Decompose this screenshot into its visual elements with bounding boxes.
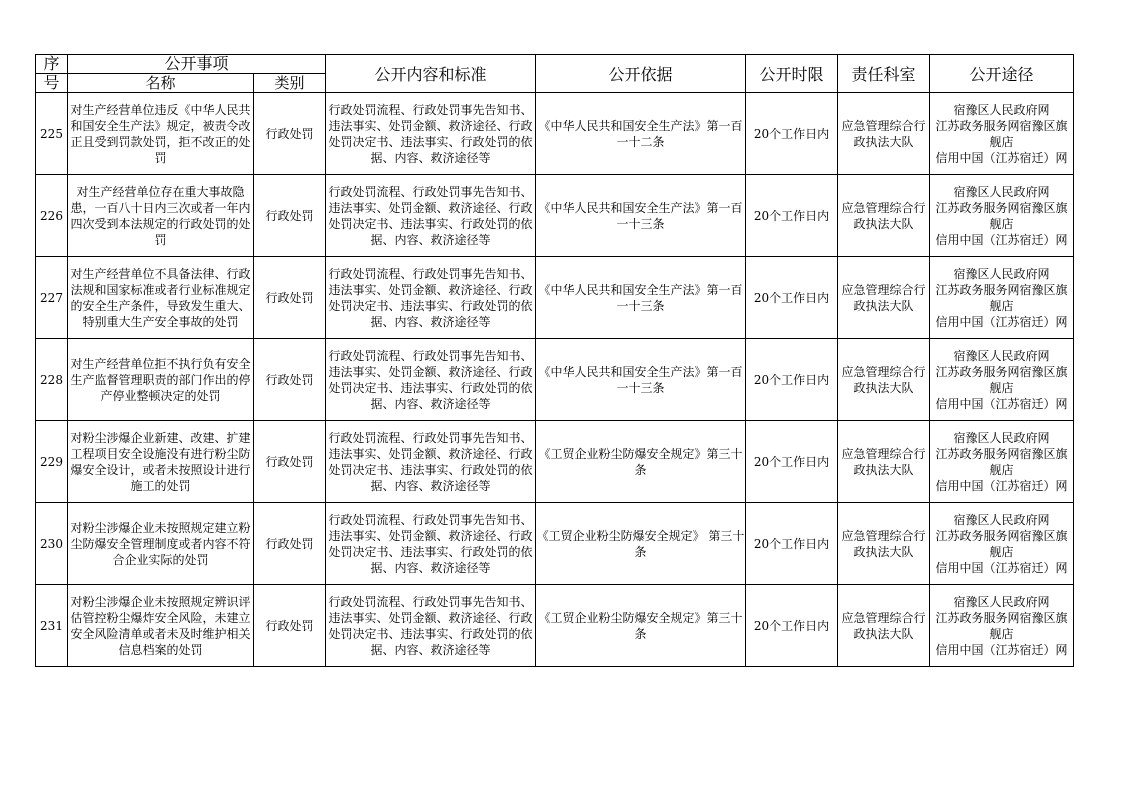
route-link: 信用中国（江苏宿迁）网 <box>935 642 1068 657</box>
table-row <box>36 421 1074 503</box>
table-row <box>36 257 1074 339</box>
row-basis <box>536 175 746 257</box>
route-link: 宿豫区人民政府网 <box>953 102 1050 117</box>
table-row <box>36 339 1074 421</box>
row-basis <box>536 503 746 585</box>
row-route <box>930 339 1074 421</box>
header-department: 责任科室 <box>838 55 930 93</box>
row-time-limit-text: 20个工作日内 <box>753 454 830 469</box>
row-category-text: 行政处罚 <box>265 290 314 305</box>
row-content <box>326 421 536 503</box>
row-number <box>36 503 68 585</box>
row-number-text: 230 <box>40 536 63 551</box>
route-link: 信用中国（江苏宿迁）网 <box>935 150 1068 165</box>
row-name-text: 对生产经营单位拒不执行负有安全生产监督管理职责的部门作出的停产停业整顿决定的处罚 <box>70 356 251 403</box>
row-category-text: 行政处罚 <box>265 126 314 141</box>
row-number <box>36 175 68 257</box>
row-basis-text: 《工贸企业粉尘防爆安全规定》第三十条 <box>538 446 743 477</box>
header-seq-bottom: 号 <box>36 74 68 93</box>
row-route <box>930 421 1074 503</box>
route-link: 信用中国（江苏宿迁）网 <box>935 560 1068 575</box>
row-time-limit <box>746 175 838 257</box>
route-link: 江苏政务服务网宿豫区旗舰店 <box>935 364 1068 395</box>
row-time-limit <box>746 257 838 339</box>
row-basis-text: 《中华人民共和国安全生产法》第一百一十二条 <box>538 118 743 149</box>
row-time-limit-text: 20个工作日内 <box>753 126 830 141</box>
row-time-limit-text: 20个工作日内 <box>753 290 830 305</box>
row-category <box>254 421 326 503</box>
row-department-text: 应急管理综合行政执法大队 <box>841 528 926 559</box>
row-basis <box>536 339 746 421</box>
row-department-text: 应急管理综合行政执法大队 <box>841 118 926 149</box>
row-route <box>930 93 1074 175</box>
route-link: 江苏政务服务网宿豫区旗舰店 <box>935 610 1068 641</box>
row-category <box>254 93 326 175</box>
row-content-text: 行政处罚流程、行政处罚事先告知书、违法事实、处罚金额、救济途径、行政处罚决定书、违法事实、行政处罚的依据、内容、救济途径等 <box>328 348 533 411</box>
row-basis <box>536 421 746 503</box>
row-name-text: 对粉尘涉爆企业未按照规定辨识评估管控粉尘爆炸安全风险，未建立安全风险清单或者未及时维护相关信息档案的处罚 <box>70 594 251 657</box>
row-name <box>68 339 254 421</box>
header-name: 名称 <box>68 74 254 93</box>
header-seq-top: 序 <box>36 55 68 74</box>
row-category <box>254 585 326 667</box>
row-category-text: 行政处罚 <box>265 454 314 469</box>
row-department <box>838 175 930 257</box>
row-name-text: 对粉尘涉爆企业新建、改建、扩建工程项目安全设施没有进行粉尘防爆安全设计，或者未按照设计进行施工的处罚 <box>70 430 251 493</box>
row-name <box>68 421 254 503</box>
row-content <box>326 175 536 257</box>
row-content-text: 行政处罚流程、行政处罚事先告知书、违法事实、处罚金额、救济途径、行政处罚决定书、违法事实、行政处罚的依据、内容、救济途径等 <box>328 512 533 575</box>
route-link: 江苏政务服务网宿豫区旗舰店 <box>935 446 1068 477</box>
row-basis <box>536 585 746 667</box>
row-number <box>36 93 68 175</box>
header-content: 公开内容和标准 <box>326 55 536 93</box>
header-time-limit: 公开时限 <box>746 55 838 93</box>
row-content <box>326 339 536 421</box>
row-time-limit-text: 20个工作日内 <box>753 536 830 551</box>
route-link: 宿豫区人民政府网 <box>953 512 1050 527</box>
row-department-text: 应急管理综合行政执法大队 <box>841 364 926 395</box>
route-link: 信用中国（江苏宿迁）网 <box>935 314 1068 329</box>
row-content <box>326 93 536 175</box>
row-name-text: 对生产经营单位不具备法律、行政法规和国家标准或者行业标准规定的安全生产条件，导致发生重大、特别重大生产安全事故的处罚 <box>70 266 251 329</box>
row-time-limit <box>746 585 838 667</box>
row-route <box>930 585 1074 667</box>
row-number <box>36 585 68 667</box>
table-row <box>36 175 1074 257</box>
row-category-text: 行政处罚 <box>265 372 314 387</box>
row-route <box>930 175 1074 257</box>
row-name <box>68 503 254 585</box>
row-number-text: 226 <box>40 208 63 223</box>
row-basis-text: 《工贸企业粉尘防爆安全规定》第三十条 <box>538 610 743 641</box>
row-content-text: 行政处罚流程、行政处罚事先告知书、违法事实、处罚金额、救济途径、行政处罚决定书、违法事实、行政处罚的依据、内容、救济途径等 <box>328 266 533 329</box>
route-link: 信用中国（江苏宿迁）网 <box>935 232 1068 247</box>
row-content <box>326 585 536 667</box>
row-basis-text: 《中华人民共和国安全生产法》第一百一十三条 <box>538 200 743 231</box>
row-name <box>68 585 254 667</box>
row-department-text: 应急管理综合行政执法大队 <box>841 610 926 641</box>
row-basis-text: 《中华人民共和国安全生产法》第一百一十三条 <box>538 282 743 313</box>
row-name <box>68 93 254 175</box>
row-content <box>326 257 536 339</box>
row-number-text: 227 <box>40 290 63 305</box>
row-category <box>254 175 326 257</box>
route-link: 宿豫区人民政府网 <box>953 266 1050 281</box>
table-row <box>36 93 1074 175</box>
header-category: 类别 <box>254 74 326 93</box>
row-department <box>838 339 930 421</box>
header-basis: 公开依据 <box>536 55 746 93</box>
row-time-limit-text: 20个工作日内 <box>753 618 830 633</box>
disclosure-table <box>35 54 1074 667</box>
route-link: 江苏政务服务网宿豫区旗舰店 <box>935 282 1068 313</box>
row-name-text: 对生产经营单位违反《中华人民共和国安全生产法》规定，被责令改正且受到罚款处罚，拒不改正的处罚 <box>70 102 251 165</box>
row-department <box>838 257 930 339</box>
route-link: 宿豫区人民政府网 <box>953 430 1050 445</box>
row-time-limit-text: 20个工作日内 <box>753 372 830 387</box>
row-number-text: 225 <box>40 126 63 141</box>
row-name-text: 对粉尘涉爆企业未按照规定建立粉尘防爆安全管理制度或者内容不符合企业实际的处罚 <box>70 520 251 567</box>
row-department <box>838 503 930 585</box>
table-row <box>36 585 1074 667</box>
row-time-limit <box>746 93 838 175</box>
row-department <box>838 585 930 667</box>
row-category <box>254 339 326 421</box>
row-number <box>36 257 68 339</box>
row-name <box>68 175 254 257</box>
row-department-text: 应急管理综合行政执法大队 <box>841 200 926 231</box>
row-name-text: 对生产经营单位存在重大事故隐患，一百八十日内三次或者一年内四次受到本法规定的行政处罚的处罚 <box>70 184 251 247</box>
row-route <box>930 503 1074 585</box>
table-body <box>36 93 1074 667</box>
row-department <box>838 421 930 503</box>
row-number-text: 228 <box>40 372 63 387</box>
row-basis-text: 《工贸企业粉尘防爆安全规定》 第三十条 <box>536 528 745 559</box>
row-content-text: 行政处罚流程、行政处罚事先告知书、违法事实、处罚金额、救济途径、行政处罚决定书、违法事实、行政处罚的依据、内容、救济途径等 <box>328 430 533 493</box>
row-content-text: 行政处罚流程、行政处罚事先告知书、违法事实、处罚金额、救济途径、行政处罚决定书、违法事实、行政处罚的依据、内容、救济途径等 <box>328 594 533 657</box>
row-category <box>254 257 326 339</box>
header-route: 公开途径 <box>930 55 1074 93</box>
row-content-text: 行政处罚流程、行政处罚事先告知书、违法事实、处罚金额、救济途径、行政处罚决定书、违法事实、行政处罚的依据、内容、救济途径等 <box>328 184 533 247</box>
route-link: 江苏政务服务网宿豫区旗舰店 <box>935 200 1068 231</box>
row-time-limit <box>746 339 838 421</box>
row-category <box>254 503 326 585</box>
row-basis <box>536 93 746 175</box>
row-content <box>326 503 536 585</box>
row-category-text: 行政处罚 <box>265 536 314 551</box>
row-time-limit <box>746 421 838 503</box>
row-basis-text: 《中华人民共和国安全生产法》第一百一十三条 <box>538 364 743 395</box>
row-number <box>36 421 68 503</box>
row-department <box>838 93 930 175</box>
row-route <box>930 257 1074 339</box>
route-link: 信用中国（江苏宿迁）网 <box>935 478 1068 493</box>
route-link: 宿豫区人民政府网 <box>953 594 1050 609</box>
row-category-text: 行政处罚 <box>265 208 314 223</box>
route-link: 宿豫区人民政府网 <box>953 348 1050 363</box>
header-public-items: 公开事项 <box>68 55 326 74</box>
row-number <box>36 339 68 421</box>
row-department-text: 应急管理综合行政执法大队 <box>841 282 926 313</box>
route-link: 宿豫区人民政府网 <box>953 184 1050 199</box>
row-basis <box>536 257 746 339</box>
row-name <box>68 257 254 339</box>
route-link: 信用中国（江苏宿迁）网 <box>935 396 1068 411</box>
row-time-limit-text: 20个工作日内 <box>753 208 830 223</box>
table-row <box>36 503 1074 585</box>
route-link: 江苏政务服务网宿豫区旗舰店 <box>935 118 1068 149</box>
row-content-text: 行政处罚流程、行政处罚事先告知书、违法事实、处罚金额、救济途径、行政处罚决定书、违法事实、行政处罚的依据、内容、救济途径等 <box>328 102 533 165</box>
row-number-text: 229 <box>40 454 63 469</box>
row-time-limit <box>746 503 838 585</box>
row-department-text: 应急管理综合行政执法大队 <box>841 446 926 477</box>
route-link: 江苏政务服务网宿豫区旗舰店 <box>935 528 1068 559</box>
row-category-text: 行政处罚 <box>265 618 314 633</box>
row-number-text: 231 <box>40 618 63 633</box>
